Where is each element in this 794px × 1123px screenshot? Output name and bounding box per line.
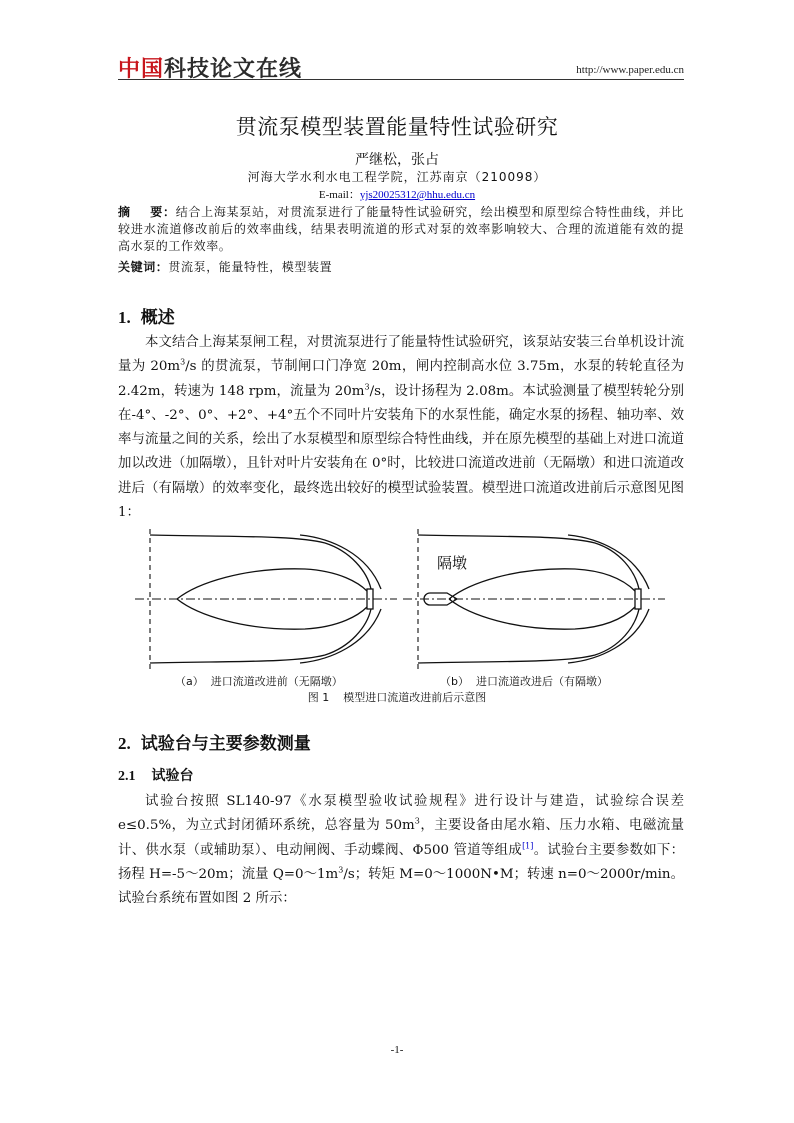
affiliation: 河海大学水利水电工程学院，江苏南京（210098） — [247, 170, 547, 184]
section-1-heading — [118, 303, 175, 328]
hub-upper — [449, 569, 635, 599]
hub-lower — [449, 599, 635, 629]
authors: 严继松，张占 — [355, 152, 439, 168]
figure-1b-drawing — [403, 529, 665, 669]
section-1-body — [118, 331, 684, 525]
subsection-2-1-heading — [118, 765, 194, 785]
abstract — [118, 204, 684, 255]
figure-1a-caption: （a） 进口流道改进前（无隔墩） — [175, 675, 343, 688]
email-link[interactable]: yjs20025312@hhu.edu.cn — [359, 189, 476, 201]
hub-lower — [177, 599, 367, 629]
section-1-title: 概述 — [140, 308, 175, 328]
channel-lower — [418, 609, 639, 663]
keywords-text: 贯流泵，能量特性，模型装置 — [168, 260, 333, 274]
text-run: /s，设计扬程为 2.08m。本试验测量了模型转轮分别在-4°、-2°、0°、+2°、+4°五个不同叶片安装角下的水泵性能，确定水泵的扬程、轴功率、效率与流量之间的关系，绘出了水泵模型和原型综合特性曲线，并在原先模型的基础上对进口流道加以改进（加隔墩），且针对叶片安装角在 0°时，比较进口流道改进前（无隔墩）和进口流道改进后（有隔墩）的效率变化，最终选出较好的模型试验装置。模型进口流道改进前后示意图见图 1： — [118, 383, 685, 521]
section-2-number: 2. — [118, 734, 131, 753]
subsection-2-1-number: 2.1 — [118, 769, 136, 784]
text-run: 本文结合上海某泵闸工程，对贯流泵进行了能量特性试验研究，该泵站安装三台单机设计流量为 20m — [118, 335, 684, 375]
figure-1-caption: 图 1 模型进口流道改进前后示意图 — [307, 691, 487, 704]
text-run: ，主要设备由尾水箱、压力水箱、电磁流量计、供水泵（或辅助泵）、电动闸阀、手动蝶阀、Φ500 管道等组成 — [118, 818, 685, 858]
section-2-paragraph — [118, 790, 684, 911]
email-line — [0, 186, 794, 202]
text-run: /s 的贯流泵，节制闸口门净宽 20m，闸内控制高水位 3.75m，水泵的转轮直径为 2.42m，转速为 148 rpm，流量为 20m — [118, 359, 684, 399]
superscript: 3 — [414, 816, 420, 826]
citation-link[interactable]: [1] — [522, 841, 534, 851]
text-run: 试验台按照 SL140-97《水泵模型验收试验规程》进行设计与建造，试验综合误差 e≤0.5%，为立式封闭循环系统，总容量为 50m — [118, 794, 684, 834]
channel-lower — [150, 609, 371, 663]
superscript: 3 — [180, 357, 186, 367]
keywords-label: 关键词： — [118, 260, 169, 274]
paper-title: 贯流泵模型装置能量特性试验研究 — [235, 115, 559, 139]
header-rule — [118, 79, 684, 80]
superscript: 3 — [364, 382, 370, 392]
figure-1 — [135, 523, 665, 673]
section-2-body — [118, 790, 684, 911]
superscript: 3 — [338, 865, 344, 875]
subsection-2-1-title: 试验台 — [151, 768, 194, 784]
section-2-heading — [118, 729, 311, 754]
figure-1a-drawing — [135, 529, 397, 669]
hub-upper — [177, 569, 367, 599]
figure-1b-caption: （b） 进口流道改进后（有隔墩） — [440, 675, 608, 688]
abstract-label: 摘 要： — [118, 205, 176, 219]
text-run: 。试验台主要参数如下：扬程 H=-5～20m；流量 Q=0～1m — [118, 842, 685, 882]
site-url[interactable]: http://www.paper.edu.cn — [576, 64, 684, 76]
logo-red-text: 中国 — [118, 57, 165, 82]
section-2-title: 试验台与主要参数测量 — [140, 734, 311, 754]
pier-label: 隔墩 — [437, 554, 468, 572]
keywords — [118, 259, 684, 276]
logo-dark-text: 科技论文在线 — [164, 57, 303, 82]
email-label: E-mail： — [318, 189, 360, 201]
page-number: -1- — [390, 1044, 404, 1056]
text-run: /s；转矩 M=0～1000N•M；转速 n=0～2000r/min。试验台系统布置如图 2 所示： — [118, 866, 684, 907]
section-1-paragraph — [118, 331, 684, 525]
section-1-number: 1. — [118, 308, 131, 327]
channel-upper — [150, 535, 371, 589]
abstract-text: 结合上海某泵站，对贯流泵进行了能量特性试验研究，绘出模型和原型综合特性曲线，并比较进水流道修改前后的效率曲线，结果表明流道的形式对泵的效率影响较大、合理的流道能有效的提高水泵的工作效率。 — [118, 205, 684, 253]
